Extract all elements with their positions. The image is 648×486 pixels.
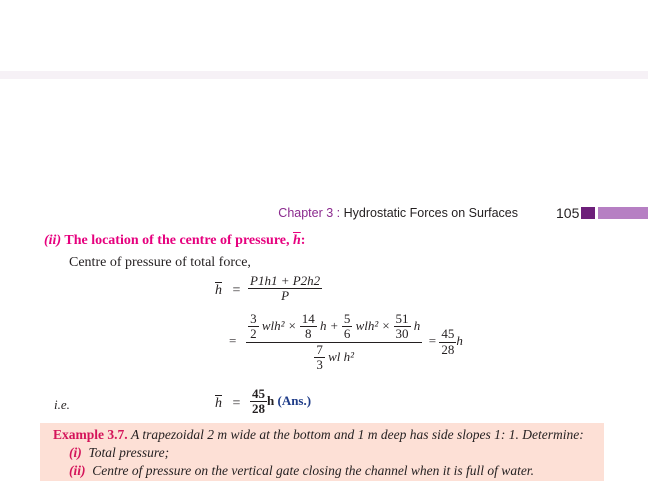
answer-den: 28 (252, 401, 265, 417)
equals-sign: = (428, 333, 437, 349)
example-item-number: (i) (69, 445, 82, 460)
h-bar-symbol: $\overline{h}$ (215, 283, 222, 298)
chapter-title (278, 206, 518, 220)
compound-denominator (246, 342, 422, 373)
term-num: 5 (343, 311, 351, 326)
compound-fraction (246, 312, 422, 372)
example-statement (53, 427, 584, 443)
example-item (69, 445, 169, 461)
term-text: h + (320, 317, 339, 333)
term-den: 8 (300, 326, 317, 341)
term-text: wl h² (328, 348, 355, 364)
chapter-label: Chapter 3 : (278, 206, 341, 220)
example-label: Example 3.7. (53, 427, 128, 442)
top-band (0, 71, 648, 79)
term-den: 6 (343, 326, 351, 342)
answer-var: h (267, 392, 275, 408)
fraction-denominator: P (248, 288, 322, 303)
equals-sign: = (232, 396, 241, 411)
result-num: 45 (441, 326, 455, 342)
term-den: 30 (395, 326, 409, 342)
h-bar-symbol: $\overline{h}$ (215, 396, 222, 411)
example-text: A trapezoidal 2 m wide at the bottom and 1 m deep has side slopes 1: 1. Determine: (131, 427, 584, 442)
example-item-number: (ii) (69, 463, 86, 478)
header-bar-decoration (598, 207, 648, 219)
section-heading-text: The location of the centre of pressure, (64, 233, 290, 248)
equals-sign: = (229, 333, 237, 349)
term-num: 3 (250, 311, 257, 326)
answer-num: 45 (252, 386, 265, 401)
term-den: 2 (250, 326, 257, 342)
result-var: h (456, 333, 463, 349)
fraction-numerator: P1h1 + P2h2 (250, 273, 321, 288)
term-num: 51 (395, 311, 409, 326)
section-heading (44, 233, 305, 249)
term-den: 3 (316, 356, 323, 372)
term-text: wlh² × (355, 317, 391, 333)
example-item-text: Total pressure; (88, 445, 170, 460)
equation-3-lhs (215, 396, 240, 412)
term-num: 14 (301, 311, 315, 326)
equation-1-lhs (215, 283, 240, 299)
term-text: h (413, 317, 421, 333)
term-text: wlh² × (261, 317, 297, 333)
result-fraction (439, 327, 456, 357)
centre-of-pressure-intro: Centre of pressure of total force, (69, 255, 251, 270)
header-square-icon (581, 207, 595, 219)
equation-3-answer (250, 387, 311, 417)
equation-1-fraction (248, 274, 322, 304)
equals-sign: = (232, 283, 241, 298)
example-item-text: Centre of pressure on the vertical gate closing the channel when it is full of water. (92, 463, 534, 478)
section-number: (ii) (44, 233, 62, 248)
compound-numerator (246, 312, 422, 342)
example-item (69, 463, 534, 479)
term-num: 7 (316, 341, 323, 357)
page-number: 105 (556, 205, 580, 221)
result-den: 28 (441, 341, 455, 357)
chapter-name: Hydrostatic Forces on Surfaces (343, 206, 518, 220)
equation-2 (229, 312, 463, 372)
section-colon: : (300, 233, 306, 248)
section-symbol: $\overline{h}$ (293, 233, 301, 248)
ie-label: i.e. (54, 397, 70, 412)
running-header (0, 205, 648, 221)
answer-tag: (Ans.) (277, 392, 312, 408)
